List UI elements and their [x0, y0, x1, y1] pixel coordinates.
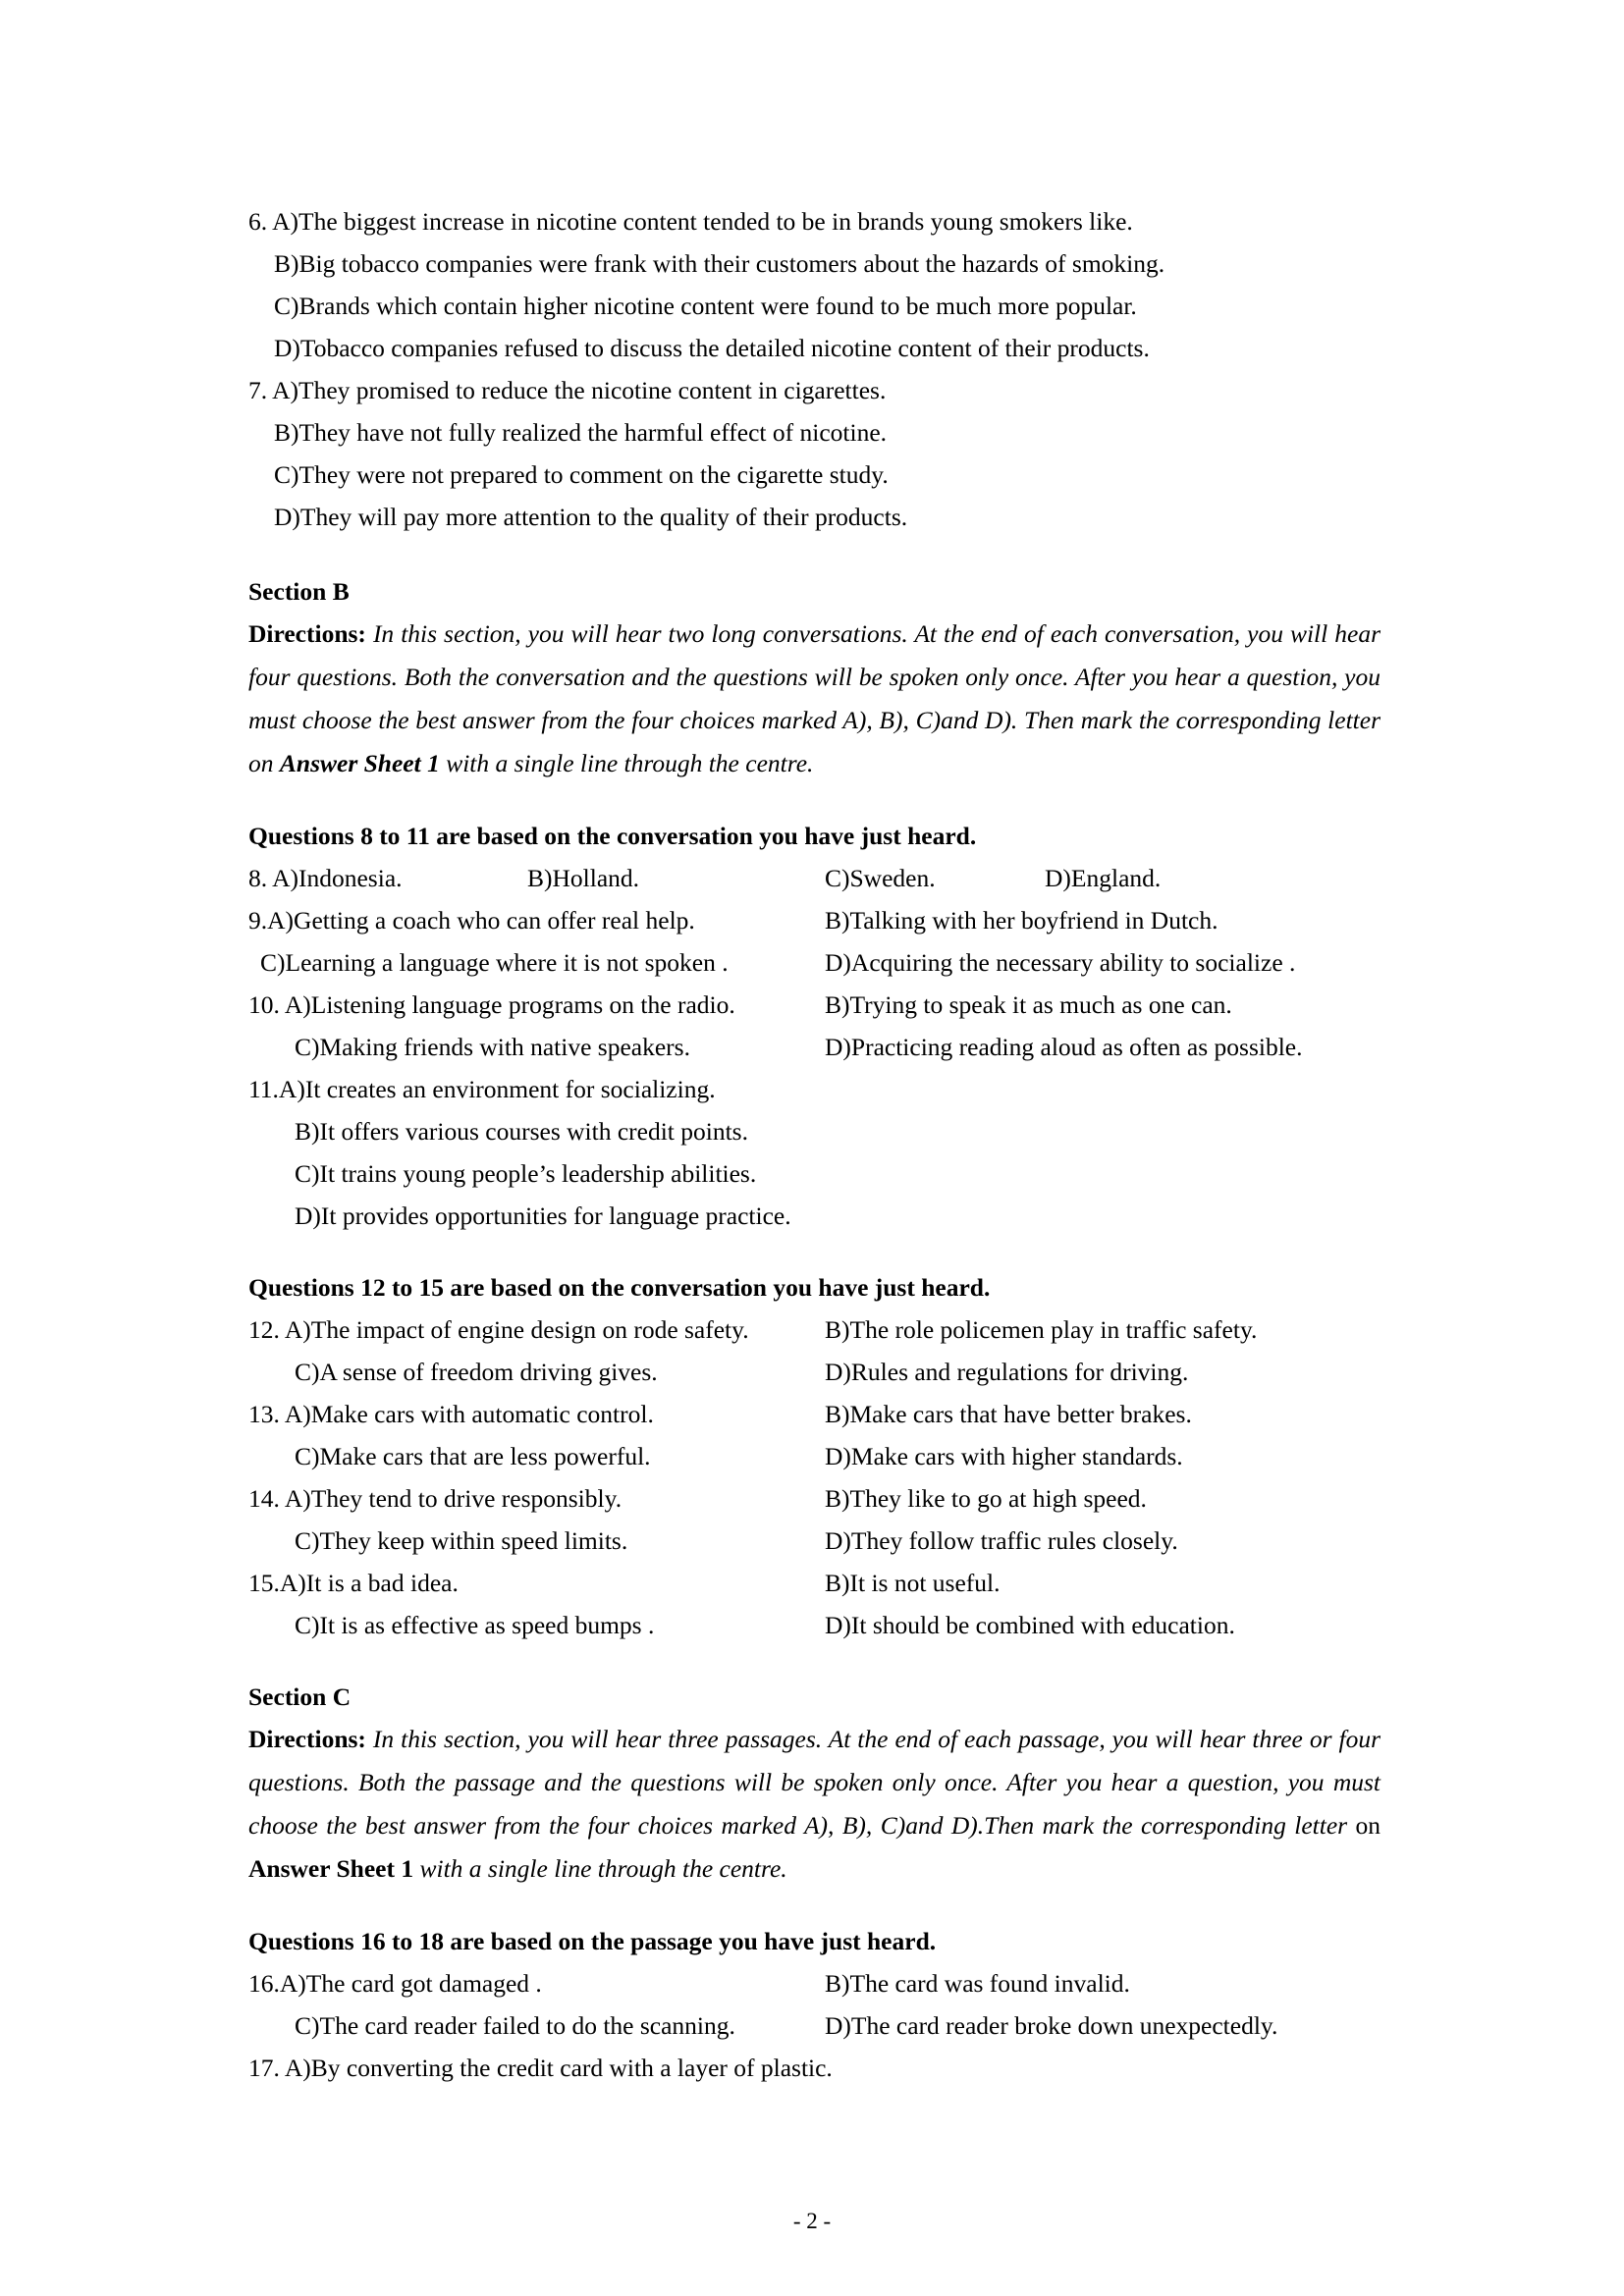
option-cell: C)It trains young people’s leadership abilities.	[295, 1159, 757, 1188]
option-cell: B)The role policemen play in traffic safety.	[825, 1315, 1258, 1344]
option-row	[248, 1435, 1380, 1477]
option-cell: B)They have not fully realized the harmful effect of nicotine.	[274, 418, 888, 447]
option-cell: D)It should be combined with education.	[825, 1611, 1235, 1639]
section-b-block	[248, 570, 1380, 785]
text-segment: Directions:	[248, 1725, 373, 1753]
option-cell: C)Make cars that are less powerful.	[295, 1442, 651, 1470]
questions-8-11-block	[248, 815, 1380, 1237]
option-cell: 14. A)They tend to drive responsibly.	[248, 1484, 623, 1513]
option-row	[248, 411, 1380, 454]
option-cell: B)Holland.	[527, 864, 640, 892]
text-segment: Answer Sheet 1	[248, 1854, 414, 1883]
questions-12-15-block	[248, 1266, 1380, 1646]
questions-16-18-block	[248, 1920, 1380, 2089]
option-row	[248, 1520, 1380, 1562]
section-c-title: Section C	[248, 1682, 352, 1711]
questions-8-11-header: Questions 8 to 11 are based on the conversation you have just heard.	[248, 822, 977, 850]
option-row	[248, 1195, 1380, 1237]
option-row	[248, 1026, 1380, 1068]
text-segment: Answer Sheet 1	[279, 749, 440, 777]
option-row	[248, 941, 1380, 984]
option-cell: D)England.	[1045, 864, 1162, 892]
option-cell: D)Make cars with higher standards.	[825, 1442, 1183, 1470]
option-cell: 12. A)The impact of engine design on rode safety.	[248, 1315, 749, 1344]
questions-8-11-rows	[248, 857, 1380, 1237]
text-segment: on	[1355, 1811, 1380, 1840]
option-cell: B)Big tobacco companies were frank with their customers about the hazards of smoking.	[274, 249, 1165, 278]
option-row	[248, 2004, 1380, 2047]
option-row	[248, 1308, 1380, 1351]
option-row	[248, 857, 1380, 899]
option-cell: 7. A)They promised to reduce the nicotine content in cigarettes.	[248, 376, 887, 404]
option-row	[248, 1477, 1380, 1520]
option-cell: C)The card reader failed to do the scanning.	[295, 2011, 735, 2040]
option-cell: B)They like to go at high speed.	[825, 1484, 1147, 1513]
text-segment: with a single line through the centre.	[439, 749, 814, 777]
option-cell: 16.A)The card got damaged .	[248, 1969, 542, 1998]
option-row	[248, 1068, 1380, 1110]
text-segment: In this section, you will hear three passages. At the end of each passage, you will hear three or four questions. Both the passage and the questions will be spoken only once. After you hear a question, you must choose the best answer from the four choices marked A), B), C)and D).Then mark the corresponding letter	[248, 1725, 1381, 1840]
text-segment: In this section, you will hear two long conversations. At the end of each conversation, you will hear four questions. Both the conversation and the questions will be spoken only once. After you hear a question, you must choose the best answer from the four choices marked A), B), C)and D). Then mark the corresponding letter on	[248, 619, 1380, 777]
option-cell: 8. A)Indonesia.	[248, 864, 403, 892]
option-cell: D)The card reader broke down unexpectedly.	[825, 2011, 1278, 2040]
option-cell: D)Tobacco companies refused to discuss the detailed nicotine content of their products.	[274, 334, 1150, 362]
option-cell: B)Make cars that have better brakes.	[825, 1400, 1192, 1428]
option-cell: D)Practicing reading aloud as often as possible.	[825, 1033, 1303, 1061]
option-row	[248, 1393, 1380, 1435]
option-cell: D)They follow traffic rules closely.	[825, 1526, 1178, 1555]
questions-12-15-header: Questions 12 to 15 are based on the conversation you have just heard.	[248, 1273, 991, 1302]
option-cell: D)Rules and regulations for driving.	[825, 1358, 1189, 1386]
option-row	[248, 285, 1380, 327]
questions-12-15-rows	[248, 1308, 1380, 1646]
option-cell: B)The card was found invalid.	[825, 1969, 1130, 1998]
option-row	[248, 242, 1380, 285]
option-row	[248, 200, 1380, 242]
option-cell: 11.A)It creates an environment for socializing.	[248, 1075, 716, 1103]
option-cell: B)It offers various courses with credit points.	[295, 1117, 748, 1146]
option-cell: B)Talking with her boyfriend in Dutch.	[825, 906, 1218, 934]
option-cell: D)They will pay more attention to the quality of their products.	[274, 503, 908, 531]
text-segment: with a single line through the centre.	[413, 1854, 787, 1883]
option-cell: D)Acquiring the necessary ability to socialize .	[825, 948, 1296, 977]
option-cell: C)It is as effective as speed bumps .	[295, 1611, 655, 1639]
option-cell: C)A sense of freedom driving gives.	[295, 1358, 658, 1386]
option-row	[248, 369, 1380, 411]
section-b-title: Section B	[248, 577, 350, 606]
option-cell: B)It is not useful.	[825, 1569, 1001, 1597]
option-row	[248, 2047, 1380, 2089]
page-number: - 2 -	[792, 2209, 832, 2233]
option-cell: D)It provides opportunities for language practice.	[295, 1201, 791, 1230]
option-row	[248, 1962, 1380, 2004]
section-c-directions	[248, 1718, 1380, 1891]
questions-16-18-rows	[248, 1962, 1380, 2089]
option-cell: C)Making friends with native speakers.	[295, 1033, 690, 1061]
page-content	[248, 200, 1380, 2089]
option-cell: C)They keep within speed limits.	[295, 1526, 628, 1555]
option-cell: 15.A)It is a bad idea.	[248, 1569, 459, 1597]
section-c-block	[248, 1676, 1380, 1891]
option-row	[248, 327, 1380, 369]
option-row	[248, 1562, 1380, 1604]
option-row	[248, 1604, 1380, 1646]
option-cell: C)Sweden.	[825, 864, 936, 892]
option-cell: C)They were not prepared to comment on the cigarette study.	[274, 460, 889, 489]
option-row	[248, 1110, 1380, 1152]
questions-6-7-rows	[248, 200, 1380, 538]
option-row	[248, 1351, 1380, 1393]
option-row	[248, 454, 1380, 496]
option-cell: B)Trying to speak it as much as one can.	[825, 990, 1232, 1019]
section-b-directions	[248, 613, 1380, 785]
option-cell: 9.A)Getting a coach who can offer real help.	[248, 906, 695, 934]
option-row	[248, 899, 1380, 941]
option-cell: C)Learning a language where it is not spoken .	[260, 948, 729, 977]
option-cell: C)Brands which contain higher nicotine content were found to be much more popular.	[274, 292, 1137, 320]
option-row	[248, 496, 1380, 538]
option-row	[248, 984, 1380, 1026]
questions-16-18-header: Questions 16 to 18 are based on the passage you have just heard.	[248, 1927, 937, 1955]
option-cell: 6. A)The biggest increase in nicotine content tended to be in brands young smokers like.	[248, 207, 1133, 236]
option-row	[248, 1152, 1380, 1195]
option-cell: 10. A)Listening language programs on the radio.	[248, 990, 735, 1019]
page-footer	[0, 2207, 1624, 2236]
text-segment: Directions:	[248, 619, 373, 648]
option-cell: 17. A)By converting the credit card with a layer of plastic.	[248, 2054, 833, 2082]
option-cell: 13. A)Make cars with automatic control.	[248, 1400, 654, 1428]
questions-6-7-block	[248, 200, 1380, 538]
